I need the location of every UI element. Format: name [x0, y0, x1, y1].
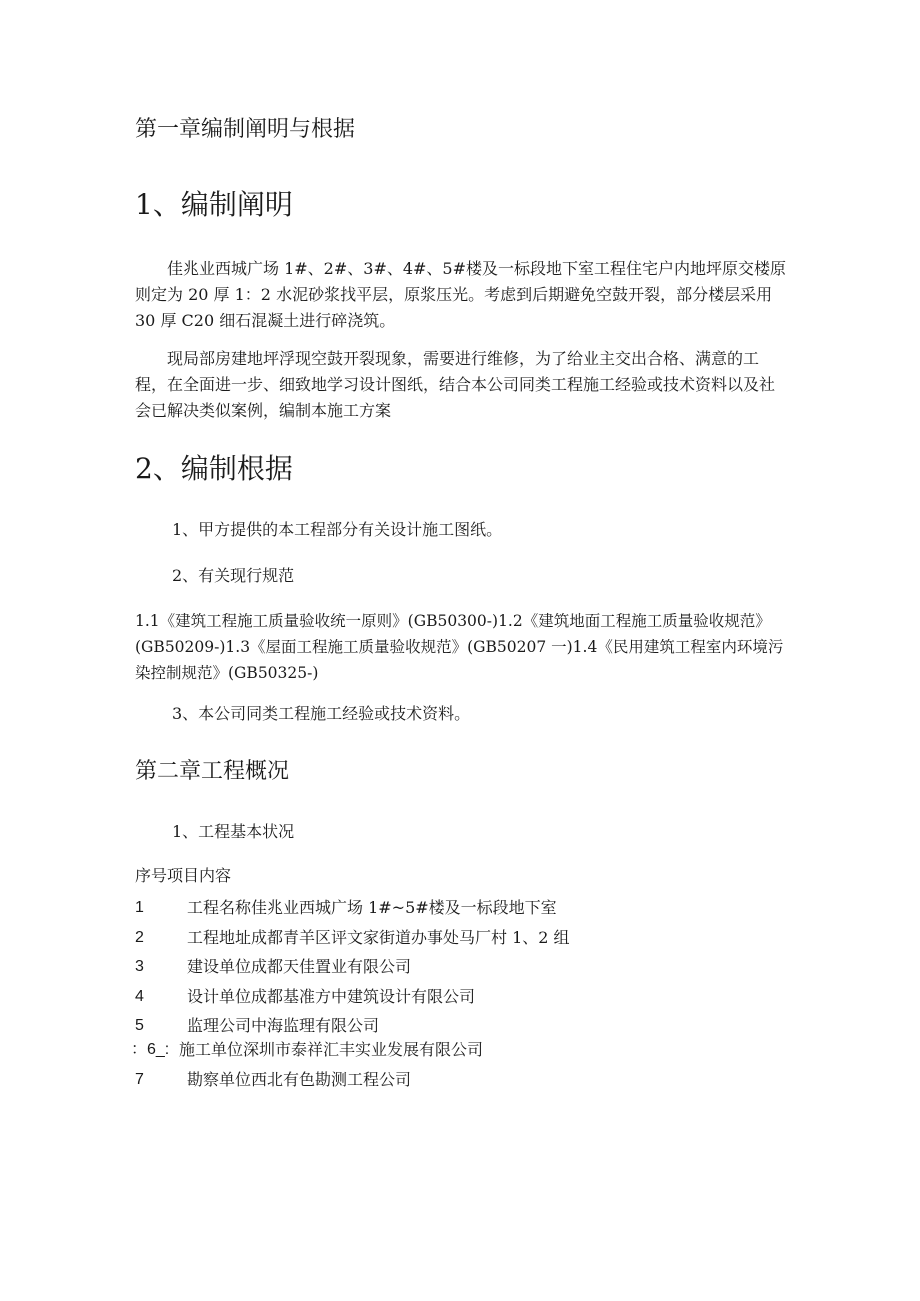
section1-paragraph-1: 佳兆业西城广场 1#、2#、3#、4#、5#楼及一标段地下室工程住宅户内地坪原交楼原则定为 20 厚 1：2 水泥砂浆找平层，原浆压光。考虑到后期避免空鼓开裂，部分楼层采用 30 厚 C20 细石混凝土进行碎浇筑。: [135, 259, 787, 330]
table-row: [135, 1014, 795, 1038]
table-row: [135, 926, 795, 950]
row-number: 3: [135, 958, 144, 975]
table-row: [135, 985, 795, 1009]
chapter1-title: 第一章编制阐明与根据: [135, 117, 356, 142]
basis-item-1: 1、甲方提供的本工程部分有关设计施工图纸。: [172, 520, 503, 539]
row-number: 7: [135, 1071, 144, 1088]
table-row: [135, 955, 795, 979]
overview-item-1: 1、工程基本状况: [172, 822, 295, 841]
row-content: 设计单位成都基准方中建筑设计有限公司: [187, 987, 476, 1006]
row-content: 建设单位成都天佳置业有限公司: [187, 957, 412, 976]
row-content: 监理公司中海监理有限公司: [187, 1016, 380, 1035]
chapter2-title: 第二章工程概况: [135, 759, 290, 784]
row-content: 工程地址成都青羊区评文家街道办事处马厂村 1、2 组: [187, 928, 570, 947]
basis-item-2: 2、有关现行规范: [172, 566, 295, 585]
table-header: 序号项目内容: [135, 866, 232, 885]
standards-list: 1.1《建筑工程施工质量验收统一原则》(GB50300-)1.2《建筑地面工程施工质量验收规范》(GB50209-)1.3《屋面工程施工质量验收规范》(GB50207 一)1.4《民用建筑工程室内环境污染控制规范》(GB50325-): [135, 612, 784, 682]
row-number: 4: [135, 988, 144, 1005]
table-row: [135, 896, 795, 920]
basis-item-3: 3、本公司同类工程施工经验或技术资料。: [172, 704, 471, 723]
section1-title: 1、编制阐明: [135, 188, 293, 221]
row-number: 1: [135, 899, 144, 916]
row-number: ：6_:: [131, 1041, 170, 1058]
row-number: 5: [135, 1017, 144, 1034]
section1-paragraph-2: 现局部房建地坪浮现空鼓开裂现象，需要进行维修，为了给业主交出合格、满意的工程，在全面进一步、细致地学习设计图纸，结合本公司同类工程施工经验或技术资料以及社会已解决类似案例，编制本施工方案: [135, 349, 776, 420]
row-number: 2: [135, 929, 144, 946]
section2-title: 2、编制根据: [135, 452, 293, 485]
row-content: 勘察单位西北有色勘测工程公司: [187, 1070, 412, 1089]
row-content: 工程名称佳兆业西城广场 1#~5#楼及一标段地下室: [187, 898, 557, 917]
table-row: [135, 1068, 795, 1092]
row-content: 施工单位深圳市泰祥汇丰实业发展有限公司: [179, 1040, 484, 1059]
table-row: [131, 1038, 795, 1062]
